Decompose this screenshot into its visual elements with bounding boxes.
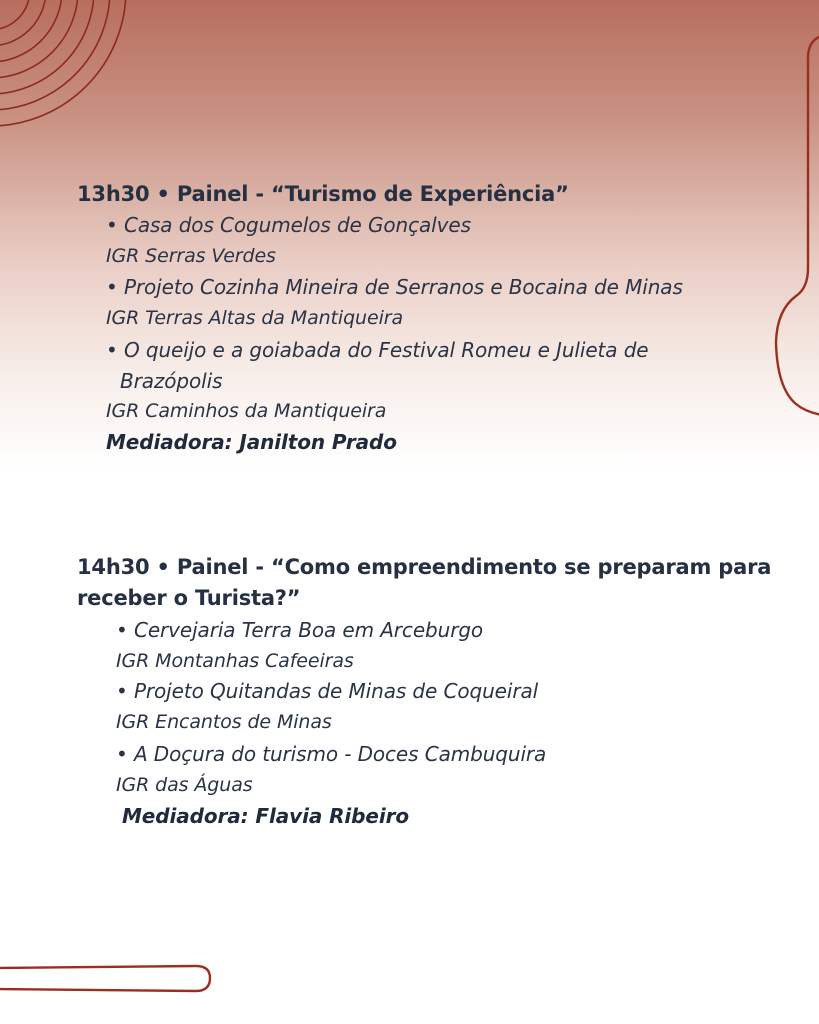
utensil-handle-icon	[0, 966, 210, 991]
panel-1-title: 13h30 • Painel - “Turismo de Experiência”	[77, 182, 569, 206]
panel-1-item-2: • Projeto Cozinha Mineira de Serranos e Bocaina de Minas	[106, 275, 683, 299]
panel-2-title-line-1: 14h30 • Painel - “Como empreendimento se preparam para	[77, 555, 772, 579]
panel-1-igr-1: IGR Serras Verdes	[106, 245, 276, 267]
panel-2-igr-3: IGR das Águas	[116, 774, 253, 796]
concentric-arcs-icon	[0, 0, 126, 126]
panel-2-moderator: Mediadora: Flavia Ribeiro	[122, 804, 409, 828]
panel-2-igr-1: IGR Montanhas Cafeeiras	[116, 650, 354, 672]
panel-1-item-1: • Casa dos Cogumelos de Gonçalves	[106, 213, 471, 237]
panel-1-moderator: Mediadora: Janilton Prado	[106, 430, 397, 454]
panel-2-igr-2: IGR Encantos de Minas	[116, 711, 332, 733]
panel-1-igr-3: IGR Caminhos da Mantiqueira	[106, 400, 387, 422]
panel-2-item-1: • Cervejaria Terra Boa em Arceburgo	[116, 618, 484, 642]
panel-1-item-3-line-1: • O queijo e a goiabada do Festival Romeu e Julieta de	[106, 338, 649, 362]
panel-2-item-2: • Projeto Quitandas de Minas de Coqueiral	[116, 679, 539, 703]
panel-2-item-3: • A Doçura do turismo - Doces Cambuquira	[116, 742, 547, 766]
panel-1-igr-2: IGR Terras Altas da Mantiqueira	[106, 307, 404, 329]
panel-1-item-3-line-2: Brazópolis	[120, 369, 223, 393]
spoon-icon	[776, 34, 819, 416]
panel-2-title-line-2: receber o Turista?”	[77, 586, 301, 610]
